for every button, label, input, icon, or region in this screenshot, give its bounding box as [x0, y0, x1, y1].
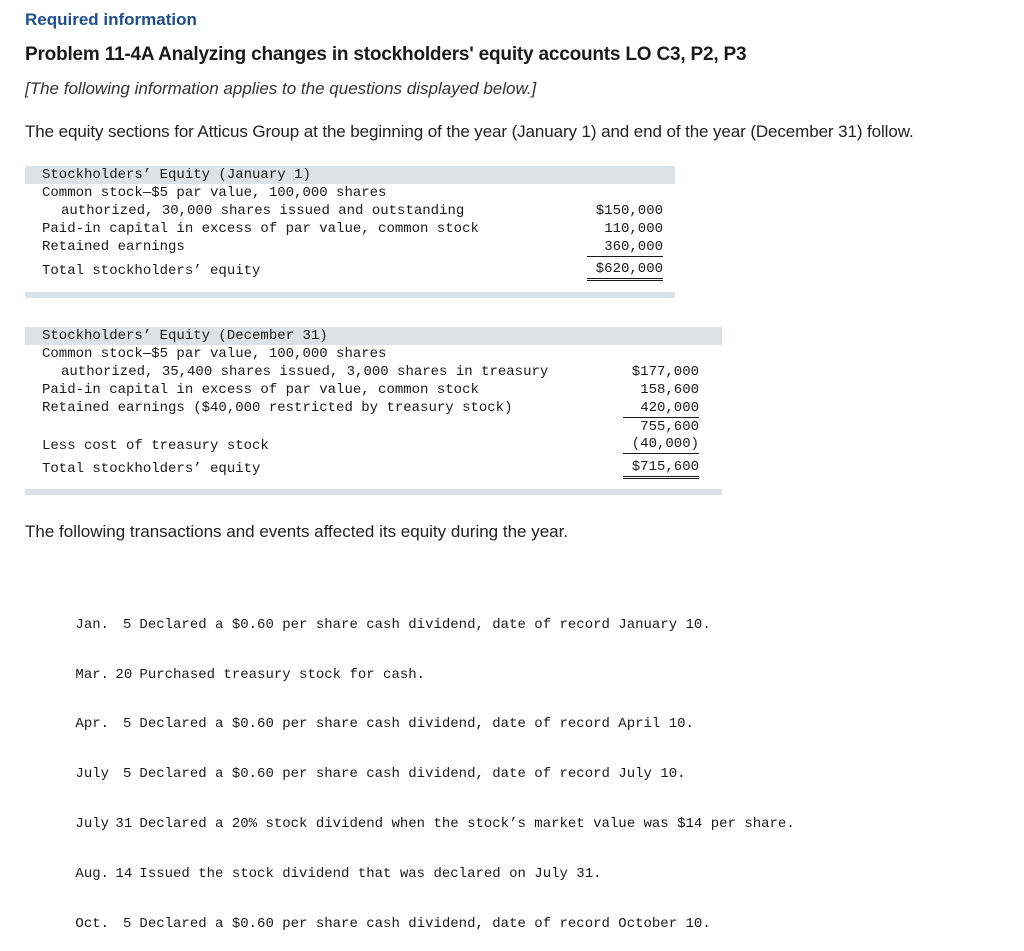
- transaction-text: Declared a $0.60 per share cash dividend, date of record October 10.: [139, 915, 711, 932]
- transaction-day: 20: [115, 666, 133, 683]
- intro-text: The equity sections for Atticus Group at the beginning of the year (January 1) and end of the year (December 31) follow.: [25, 122, 914, 141]
- table-row-label: Retained earnings: [42, 239, 185, 255]
- table-row-label: Retained earnings ($40,000 restricted by treasury stock): [42, 400, 513, 416]
- transaction-month: Aug.: [75, 865, 110, 882]
- table-row-label: Paid-in capital in excess of par value, common stock: [42, 221, 479, 237]
- transaction-month: July: [75, 815, 110, 832]
- table-row-amount: 420,000: [623, 399, 699, 418]
- transactions-intro: The following transactions and events affected its equity during the year.: [25, 522, 569, 541]
- transaction-row: [25, 699, 795, 733]
- transaction-day: 5: [123, 616, 132, 633]
- transaction-month: Apr.: [75, 716, 110, 733]
- transaction-row: [25, 848, 795, 882]
- table-row-label: Common stock—$5 par value, 100,000 shares: [42, 346, 387, 362]
- table-total-amount: $620,000: [587, 260, 663, 281]
- table-bottom-bar: [25, 292, 675, 298]
- table-row-amount: (40,000): [623, 435, 699, 454]
- table-row-label: Less cost of treasury stock: [42, 438, 269, 454]
- transaction-day: 5: [123, 915, 132, 932]
- transaction-day: 5: [123, 716, 132, 733]
- transactions-list: [25, 567, 795, 948]
- required-information-heading: Required information: [25, 10, 197, 29]
- transaction-day: 14: [115, 865, 133, 882]
- table-title: Stockholders’ Equity (December 31): [42, 328, 328, 344]
- table-title: Stockholders’ Equity (January 1): [42, 167, 311, 183]
- transaction-day: 31: [115, 815, 133, 832]
- table-bottom-bar: [25, 489, 722, 495]
- transaction-text: Declared a $0.60 per share cash dividend, date of record July 10.: [139, 766, 686, 783]
- applies-note: [The following information applies to the questions displayed below.]: [25, 79, 537, 98]
- table-row-label: authorized, 35,400 shares issued, 3,000 shares in treasury: [61, 364, 549, 380]
- table-row-label: Total stockholders’ equity: [42, 263, 261, 279]
- transaction-row: [25, 599, 795, 633]
- transaction-text: Purchased treasury stock for cash.: [139, 666, 426, 683]
- transaction-text: Declared a $0.60 per share cash dividend, date of record April 10.: [139, 716, 694, 733]
- transaction-row: [25, 898, 795, 932]
- table-row-label: Paid-in capital in excess of par value, common stock: [42, 382, 479, 398]
- transaction-month: Jan.: [75, 616, 110, 633]
- table-row-label: Total stockholders’ equity: [42, 461, 261, 477]
- table-total-amount: $715,600: [623, 458, 699, 479]
- table-row-label: Common stock—$5 par value, 100,000 shares: [42, 185, 387, 201]
- table-subtotal-amount: 755,600: [640, 419, 699, 435]
- transaction-text: Issued the stock dividend that was declared on July 31.: [139, 865, 602, 882]
- table-row-amount: $150,000: [595, 203, 663, 219]
- transaction-row: [25, 798, 795, 832]
- transaction-month: July: [75, 766, 110, 783]
- problem-title: Problem 11-4A Analyzing changes in stockholders' equity accounts LO C3, P2, P3: [25, 44, 747, 65]
- equity-table-january: [25, 166, 675, 298]
- transaction-row: [25, 649, 795, 683]
- table-row-amount: 110,000: [604, 221, 663, 237]
- transaction-month: Mar.: [75, 666, 110, 683]
- table-row-label: authorized, 30,000 shares issued and outstanding: [61, 203, 465, 219]
- table-row-amount: $177,000: [631, 364, 699, 380]
- transaction-text: Declared a $0.60 per share cash dividend, date of record January 10.: [139, 616, 711, 633]
- transaction-text: Declared a 20% stock dividend when the stock’s market value was $14 per share.: [139, 815, 795, 832]
- table-row-amount: 360,000: [587, 238, 663, 257]
- table-row-amount: 158,600: [640, 382, 699, 398]
- equity-table-december: [25, 327, 722, 497]
- transaction-day: 5: [123, 766, 132, 783]
- transaction-month: Oct.: [75, 915, 110, 932]
- transaction-row: [25, 748, 795, 783]
